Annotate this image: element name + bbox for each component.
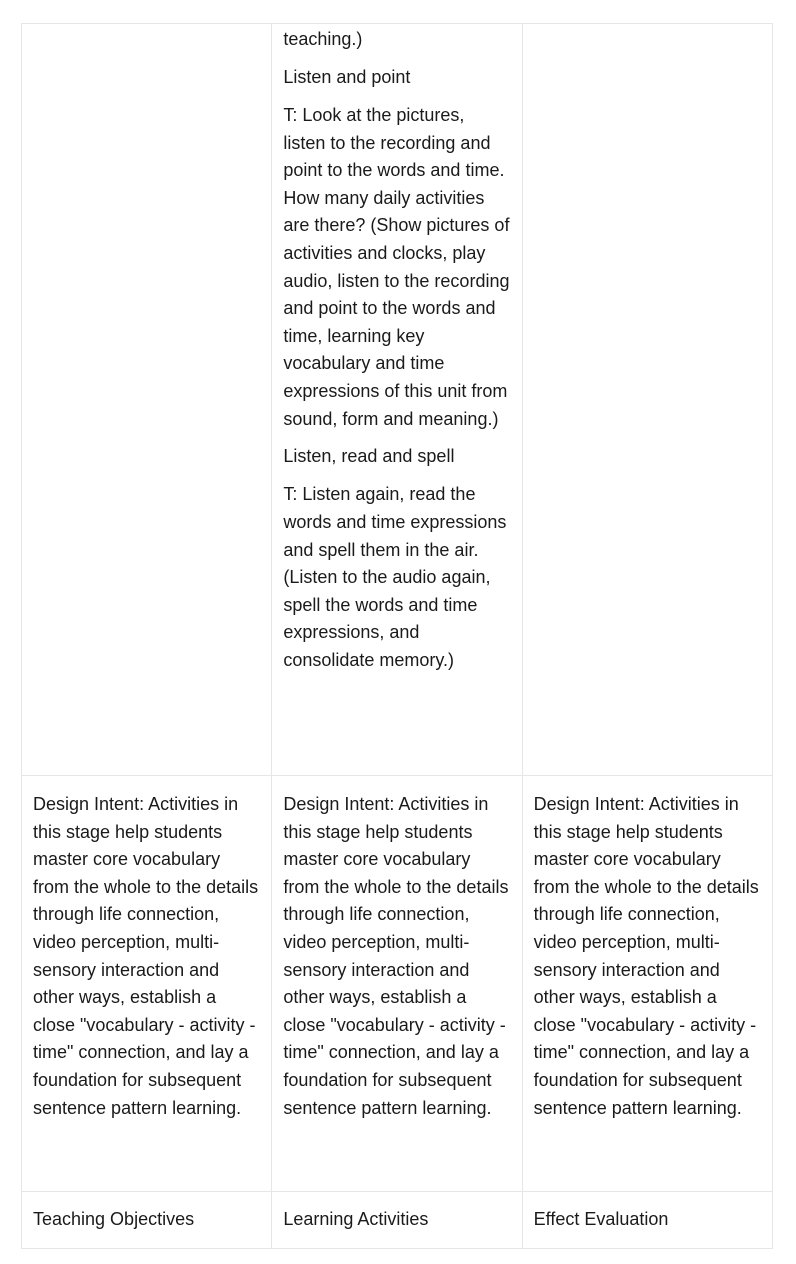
learning-activities-cell <box>272 24 522 776</box>
header-learning-activities: Learning Activities <box>272 1192 522 1249</box>
cell-paragraph: Design Intent: Activities in this stage help students master core vocabulary from the whole to the details through life connection, video perception, multi-sensory interaction and other ways, establish a close "vocabulary - activity - time" connection, and lay a foundation for subsequent sentence pattern learning. <box>533 794 759 1118</box>
activity-heading: Listen, read and spell <box>283 446 455 467</box>
table-cell-empty <box>522 24 772 776</box>
header-teaching-objectives: Teaching Objectives <box>22 1192 272 1249</box>
activity-heading: Listen and point <box>283 66 411 87</box>
design-intent-cell <box>272 776 522 1192</box>
header-effect-evaluation: Effect Evaluation <box>522 1192 772 1249</box>
cell-paragraph: T: Listen again, read the words and time expressions and spell them in the air. (Listen to the audio again, spell the words and time expressions, and consolidate memory.) <box>283 484 507 671</box>
cell-paragraph: Design Intent: Activities in this stage help students master core vocabulary from the whole to the details through life connection, video perception, multi-sensory interaction and other ways, establish a close "vocabulary - activity - time" connection, and lay a foundation for subsequent sentence pattern learning. <box>283 794 509 1118</box>
table-row <box>22 776 773 1192</box>
cell-paragraph: Design Intent: Activities in this stage help students master core vocabulary from the whole to the details through life connection, video perception, multi-sensory interaction and other ways, establish a close "vocabulary - activity - time" connection, and lay a foundation for subsequent sentence pattern learning. <box>33 794 259 1118</box>
lesson-plan-table <box>21 23 773 1249</box>
cell-paragraph: teaching.) <box>283 29 363 49</box>
table-row <box>22 24 773 776</box>
table-row <box>22 1192 773 1249</box>
design-intent-cell <box>22 776 272 1192</box>
table-cell-empty <box>22 24 272 776</box>
cell-paragraph: T: Look at the pictures, listen to the recording and point to the words and time. How many daily activities are there? (Show pictures of activities and clocks, play audio, listen to the recording and point to the words and time, learning key vocabulary and time expressions of this unit from sound, form and meaning.) <box>283 104 510 429</box>
design-intent-cell <box>522 776 772 1192</box>
